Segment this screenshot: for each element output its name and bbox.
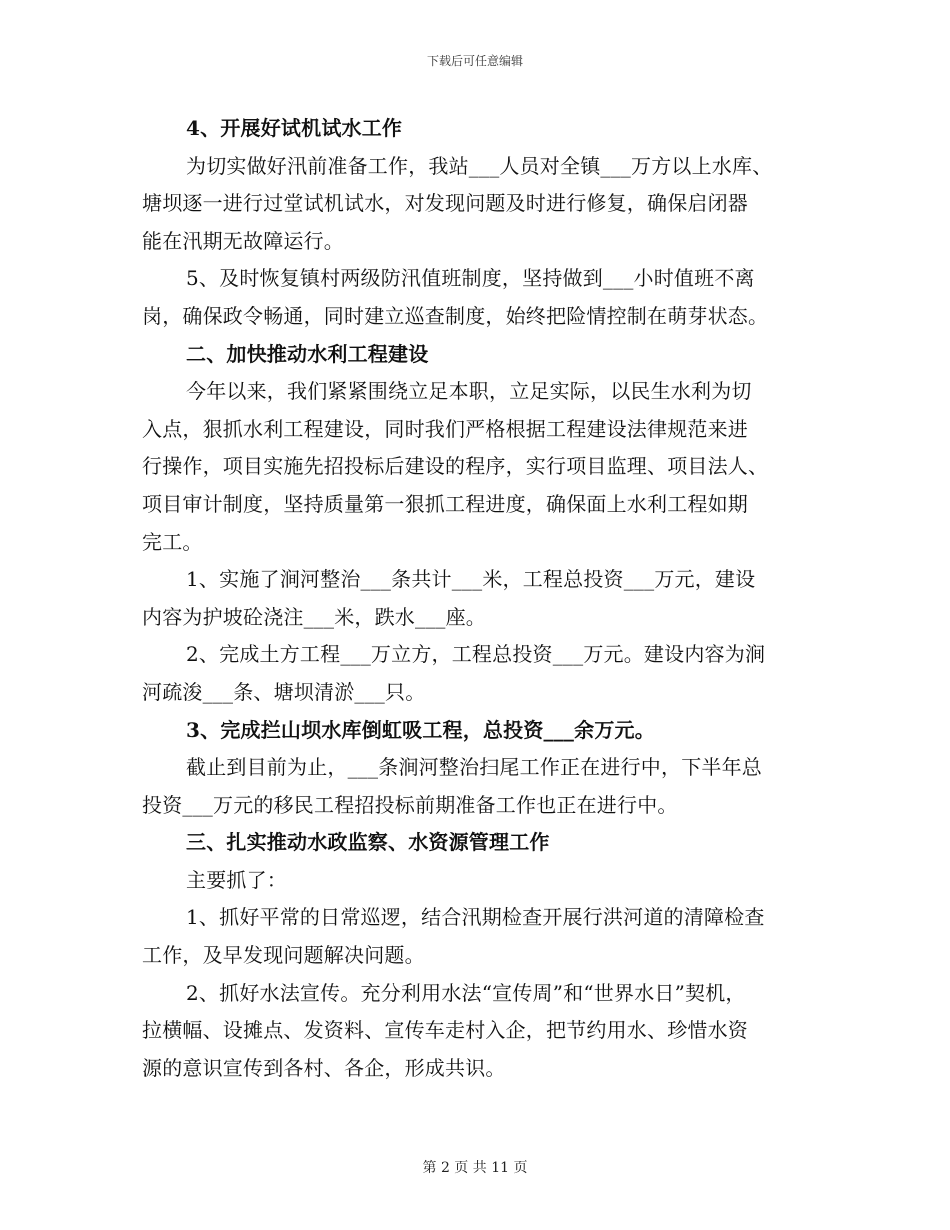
- body-text-line: 行操作，项目实施先招投标后建设的程序，实行项目监理、项目法人、: [142, 454, 769, 479]
- body-text-line: 2、抓好水法宣传。充分利用水法“宣传周”和“世界水日”契机，: [186, 980, 746, 1005]
- body-text-line: 源的意识宣传到各村、各企，形成共识。: [142, 1055, 506, 1080]
- body-text-line: 塘坝逐一进行过堂试机试水，对发现问题及时进行修复，确保启闭器: [142, 191, 748, 216]
- body-text-line: 1、抓好平常的日常巡逻，结合汛期检查开展行洪河道的清障检查: [186, 905, 765, 930]
- section-heading-line: 三、扎实推动水政监察、水资源管理工作: [186, 830, 550, 855]
- body-text-line: 1、实施了涧河整治___条共计___米，工程总投资___万元，建设: [186, 567, 756, 592]
- body-text-line: 投资___万元的移民工程招投标前期准备工作也正在进行中。: [142, 792, 678, 817]
- body-text-line: 工作，及早发现问题解决问题。: [142, 943, 425, 968]
- section-heading-line: 二、加快推动水利工程建设: [186, 341, 429, 366]
- body-text-line: 今年以来，我们紧紧围绕立足本职，立足实际，以民生水利为切: [186, 379, 752, 404]
- body-text-line: 入点，狠抓水利工程建设，同时我们严格根据工程建设法律规范来进: [142, 416, 748, 441]
- body-text-line: 为切实做好汛前准备工作，我站___人员对全镇___万方以上水库、: [186, 153, 773, 178]
- body-text-line: 项目审计制度，坚持质量第一狠抓工程进度，确保面上水利工程如期: [142, 491, 748, 516]
- body-text-line: 河疏浚___条、塘坝清淤___只。: [142, 679, 426, 704]
- header-note: 下载后可任意编辑: [426, 54, 523, 68]
- body-text-line: 完工。: [142, 529, 203, 554]
- body-text-line: 主要抓了：: [186, 867, 287, 892]
- section-heading-line: 3、完成拦山坝水库倒虹吸工程，总投资___余万元。: [186, 717, 655, 742]
- body-text-line: 能在汛期无故障运行。: [142, 228, 344, 253]
- page-footer: 第 2 页 共 11 页: [422, 1160, 528, 1176]
- body-text-line: 截止到目前为止，___条涧河整治扫尾工作正在进行中，下半年总: [186, 755, 762, 780]
- body-text-line: 拉横幅、设摊点、发资料、宣传车走村入企，把节约用水、珍惜水资: [142, 1018, 748, 1043]
- body-text-line: 5、及时恢复镇村两级防汛值班制度，坚持做到___小时值班不离: [186, 266, 755, 291]
- body-text-line: 内容为护坡砼浇注___米，跌水___座。: [142, 604, 486, 629]
- document-body: [142, 110, 810, 1087]
- body-text-line: 2、完成土方工程___万立方，工程总投资___万元。建设内容为涧: [186, 642, 766, 667]
- section-heading-line: 4、开展好试机试水工作: [186, 116, 403, 140]
- body-text-line: 岗，确保政令畅通，同时建立巡查制度，始终把险情控制在萌芽状态。: [142, 303, 769, 328]
